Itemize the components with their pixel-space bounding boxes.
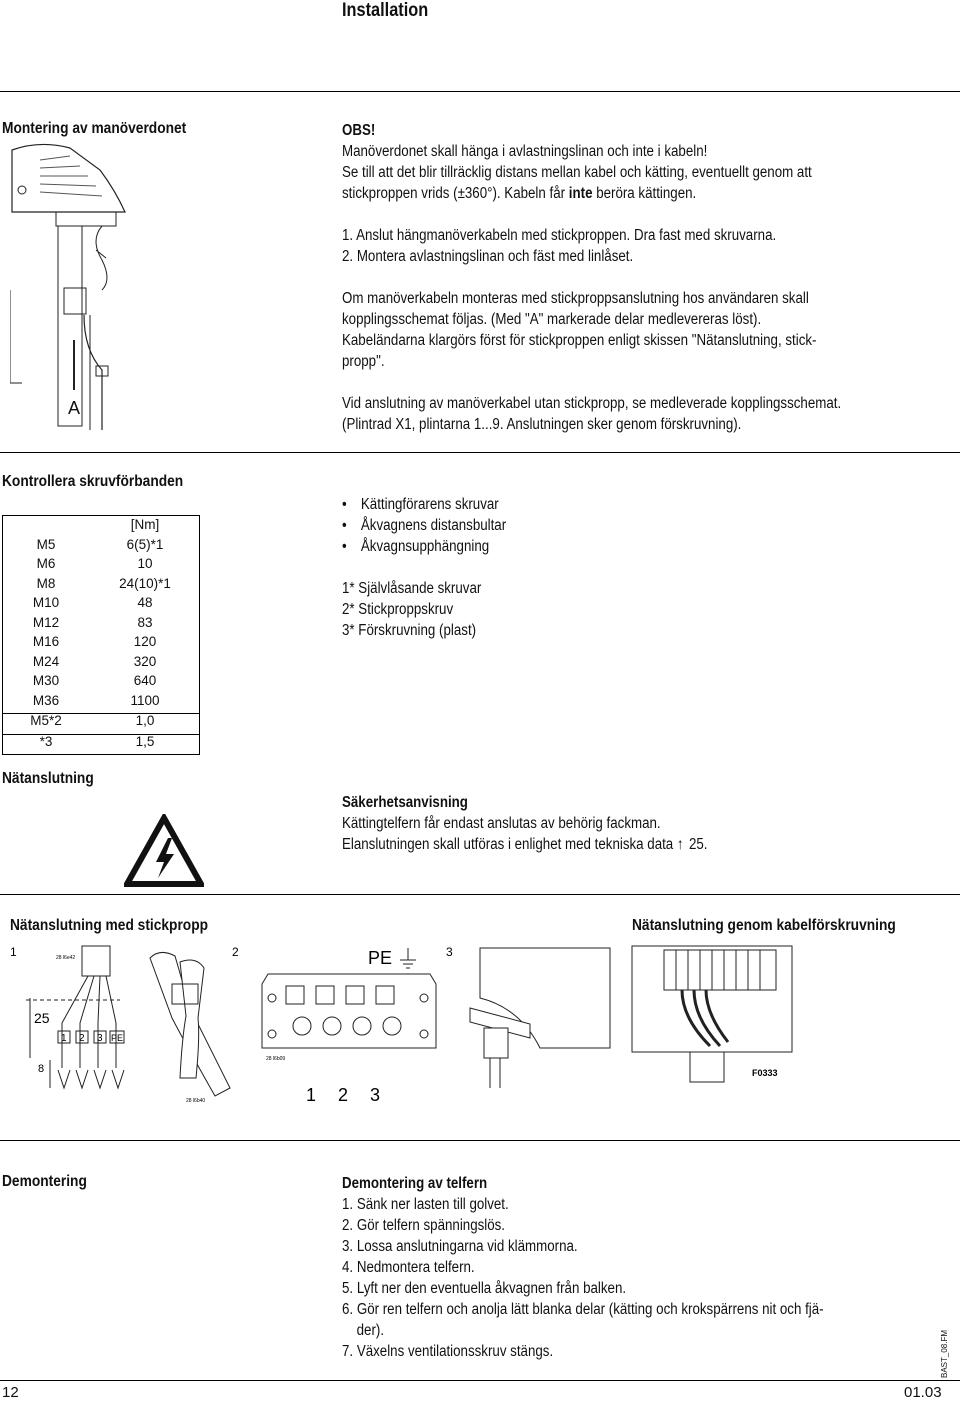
dismount-step-4: 4. Nedmontera telfern. bbox=[342, 1259, 475, 1276]
page-title: Installation bbox=[342, 0, 429, 21]
torque-table bbox=[2, 515, 200, 752]
page-number: 12 bbox=[2, 1384, 19, 1401]
wire-label-1: 1 bbox=[61, 1033, 67, 1044]
table-row bbox=[2, 535, 200, 555]
para1-line-1: Om manöverkabeln monteras med stickproppsanslutning hos användaren skall bbox=[342, 290, 809, 307]
note-line-2: Se till att det blir tillräcklig distans mellan kabel och kätting, eventuellt genom att bbox=[342, 164, 812, 181]
bolt-size: M6 bbox=[36, 556, 56, 572]
note-title: OBS! bbox=[342, 122, 376, 139]
mounting-heading: Montering av manöverdonet bbox=[2, 120, 187, 137]
footnote-1: 1* Självlåsande skruvar bbox=[342, 580, 482, 597]
dismount-heading: Demontering bbox=[2, 1173, 87, 1190]
table-row bbox=[2, 554, 200, 574]
arrow-up-icon: ↑ bbox=[676, 836, 684, 853]
file-code: BAST_08.FM bbox=[940, 1329, 949, 1378]
plug-connection-heading: Nätanslutning med stickpropp bbox=[10, 917, 209, 934]
high-voltage-warning-icon bbox=[124, 814, 204, 888]
bolt-size: M30 bbox=[32, 673, 60, 689]
table-row bbox=[2, 691, 200, 711]
wire-label-3: 3 bbox=[97, 1033, 103, 1044]
dim-8: 8 bbox=[38, 1063, 45, 1075]
socket-number-1: 1 bbox=[306, 1085, 317, 1105]
bolt-size: M5 bbox=[36, 536, 56, 552]
bolt-size: M24 bbox=[32, 653, 60, 669]
para2-line-2: (Plintrad X1, plintarna 1...9. Anslutningen sker genom förskruvning). bbox=[342, 416, 742, 433]
figure-label-a: A bbox=[68, 398, 81, 418]
footnote-2: 2* Stickproppskruv bbox=[342, 601, 454, 618]
ground-icon bbox=[400, 948, 416, 968]
fig-number-1: 1 bbox=[10, 945, 17, 959]
list-item: • Kättingförarens skruvar bbox=[342, 494, 772, 515]
para1-line-2: kopplingsschemat följas. (Med "A" markerade delar medlevereras löst). bbox=[342, 311, 762, 328]
torque-value: 1,0 bbox=[135, 713, 155, 728]
torque-value: 6(5)*1 bbox=[126, 536, 164, 552]
torque-value: 320 bbox=[133, 653, 157, 669]
dismount-subheading: Demontering av telfern bbox=[342, 1175, 488, 1192]
dismount-step-1: 1. Sänk ner lasten till golvet. bbox=[342, 1196, 509, 1213]
bolt-size: M10 bbox=[32, 595, 60, 611]
section-rule-2 bbox=[0, 894, 960, 895]
safety-line-2-text: Elanslutningen skall utföras i enlighet med tekniska data bbox=[342, 836, 677, 853]
fig-number-3: 3 bbox=[446, 945, 453, 959]
torque-unit: [Nm] bbox=[130, 517, 160, 533]
safety-title: Säkerhetsanvisning bbox=[342, 794, 468, 811]
safety-note bbox=[342, 792, 944, 855]
fig-number-2: 2 bbox=[232, 945, 239, 959]
pendant-mounting-figure bbox=[10, 140, 130, 440]
socket-number-3: 3 bbox=[370, 1085, 381, 1105]
table-row bbox=[2, 593, 200, 613]
para2-line-1: Vid anslutning av manöverkabel utan stickpropp, se medleverade kopplingsschemat. bbox=[342, 395, 842, 412]
list-item: • Åkvagnsupphängning bbox=[342, 536, 772, 557]
footnote-3: 3* Förskruvning (plast) bbox=[342, 622, 477, 639]
step-2: 2. Montera avlastningslinan och fäst med linlåset. bbox=[342, 248, 634, 265]
ref-code-3: 28 l6b09 bbox=[266, 1056, 286, 1062]
torque-notes bbox=[342, 494, 772, 641]
ref-code-2: 28 l6b40 bbox=[186, 1098, 206, 1104]
bolt-size: M5*2 bbox=[30, 713, 62, 728]
mounting-text bbox=[342, 120, 944, 435]
dismount-step-7: 7. Växelns ventilationsskruv stängs. bbox=[342, 1343, 554, 1360]
dismount-text bbox=[342, 1173, 944, 1362]
step-1: 1. Anslut hängmanöverkabeln med stickproppen. Dra fast med skruvarna. bbox=[342, 227, 777, 244]
torque-heading: Kontrollera skruvförbanden bbox=[2, 473, 184, 490]
connection-figures bbox=[0, 938, 960, 1118]
torque-value: 10 bbox=[137, 556, 153, 572]
pe-label: PE bbox=[368, 948, 393, 968]
header-rule bbox=[0, 91, 960, 92]
screw-checklist bbox=[342, 494, 772, 557]
bolt-size: M12 bbox=[32, 614, 60, 630]
note-line-1: Manöverdonet skall hänga i avlastningslinan och inte i kabeln! bbox=[342, 143, 708, 160]
dim-25: 25 bbox=[34, 1010, 50, 1026]
ref-code-4: F0333 bbox=[752, 1068, 778, 1078]
footer-rule bbox=[0, 1380, 960, 1381]
dismount-step-6: 6. Gör ren telfern och anolja lätt blanka delar (kätting och krokspärrens nit och fjä- bbox=[342, 1301, 824, 1318]
table-row bbox=[2, 652, 200, 672]
bolt-size: M16 bbox=[32, 634, 60, 650]
note-emphasis: inte bbox=[568, 185, 593, 202]
table-row bbox=[2, 515, 200, 535]
note-line-3b: beröra kättingen. bbox=[592, 185, 697, 202]
note-line-3a: stickproppen vrids (±360°). Kabeln får bbox=[342, 185, 569, 202]
torque-value: 640 bbox=[133, 673, 157, 689]
list-item: • Åkvagnens distansbultar bbox=[342, 515, 772, 536]
bolt-size: *3 bbox=[39, 734, 53, 749]
section-rule-3 bbox=[0, 1140, 960, 1141]
ref-code-1: 28 l6e42 bbox=[56, 955, 76, 961]
table-row bbox=[2, 671, 200, 691]
table-row bbox=[2, 613, 200, 633]
safety-ref: 25. bbox=[688, 836, 708, 853]
gland-connection-heading: Nätanslutning genom kabelförskruvning bbox=[632, 917, 896, 934]
table-row bbox=[2, 710, 200, 731]
para1-line-4: propp". bbox=[342, 353, 385, 370]
table-row bbox=[2, 574, 200, 594]
dismount-step-3: 3. Lossa anslutningarna vid klämmorna. bbox=[342, 1238, 578, 1255]
socket-number-2: 2 bbox=[338, 1085, 349, 1105]
table-row bbox=[2, 731, 200, 752]
bolt-size: M36 bbox=[32, 692, 60, 708]
dismount-step-6-cont: der). bbox=[356, 1322, 385, 1339]
torque-value: 48 bbox=[137, 595, 153, 611]
torque-value: 120 bbox=[133, 634, 157, 650]
note-line-3 bbox=[342, 183, 944, 204]
para1-line-3: Kabeländarna klargörs först för stickproppen enligt skissen "Nätanslutning, stick- bbox=[342, 332, 817, 349]
bolt-size: M8 bbox=[36, 575, 56, 591]
torque-value: 1,5 bbox=[135, 734, 155, 749]
footer-date: 01.03 bbox=[904, 1384, 942, 1401]
dismount-step-5: 5. Lyft ner den eventuella åkvagnen från balken. bbox=[342, 1280, 627, 1297]
table-row bbox=[2, 632, 200, 652]
section-rule-1 bbox=[0, 452, 960, 453]
wire-label-2: 2 bbox=[79, 1033, 85, 1044]
dismount-step-2: 2. Gör telfern spänningslös. bbox=[342, 1217, 506, 1234]
safety-line-1: Kättingtelfern får endast anslutas av behörig fackman. bbox=[342, 815, 661, 832]
torque-value: 24(10)*1 bbox=[119, 575, 171, 591]
safety-line-2 bbox=[342, 834, 944, 855]
torque-value: 1100 bbox=[130, 692, 160, 708]
torque-value: 83 bbox=[137, 614, 153, 630]
wire-label-pe: PE bbox=[111, 1033, 124, 1043]
mains-heading: Nätanslutning bbox=[2, 770, 94, 787]
